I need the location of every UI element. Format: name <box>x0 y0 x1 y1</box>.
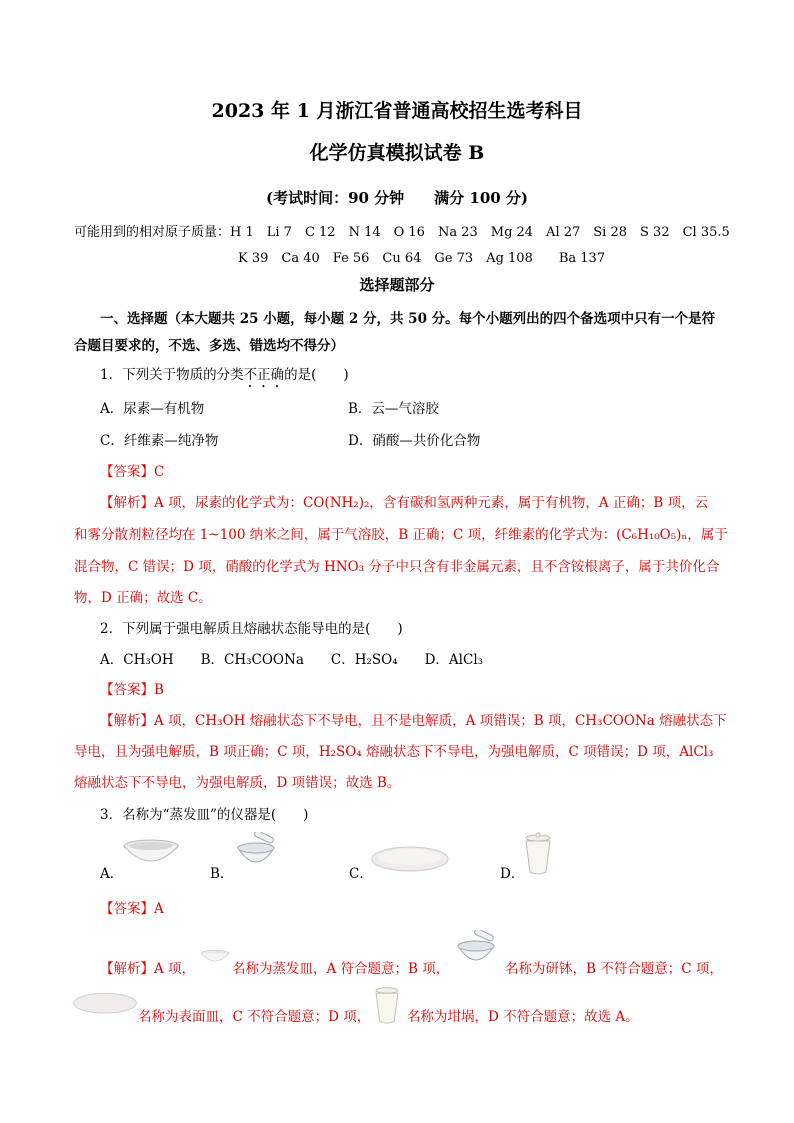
q3-stem: 3．名称为“蒸发皿”的仪器是( ) <box>100 807 309 823</box>
q2-answer: 【答案】B <box>100 682 164 698</box>
atomic-mass-line-1 <box>74 221 730 240</box>
q1-stem-emphasis: 不正确 <box>243 367 285 383</box>
q2-explanation-2: 导电，且为强电解质，B 项正确；C 项，H₂SO₄ 熔融状态下不导电，为强电解质，C 项错误；D 项，AlCl₃ <box>74 744 714 760</box>
q3-answer: 【答案】A <box>100 901 164 917</box>
q3-option-a-label: A． <box>100 866 124 882</box>
mortar-pestle-icon <box>232 832 280 872</box>
title-line-1: 2023 年 1 月浙江省普通高校招生选考科目 <box>211 100 583 122</box>
q1-explanation-3: 混合物，C 错误；D 项，硝酸的化学式为 HNO₃ 分子中只含有非金属元素，且不含铵根离子，属于共价化合 <box>74 559 720 575</box>
q3-explanation-2a: 名称为表面皿，C 不符合题意；D 项， <box>138 1009 371 1025</box>
q1-answer: 【答案】C <box>100 464 165 480</box>
instructions-line-1: 一、选择题（本大题共 25 小题，每小题 2 分，共 50 分。每个小题列出的四个备选项中只有一个是符 <box>100 311 716 327</box>
q1-stem-part-b: 的是( ) <box>284 367 349 383</box>
section-title: 选择题部分 <box>359 276 435 294</box>
q1-explanation-1: 【解析】A 项，尿素的化学式为：CO(NH₂)₂，含有碳和氢两种元素，属于有机物，A 正确；B 项，云 <box>100 495 709 511</box>
q3-explanation-2b: 名称为坩埚，D 不符合题意；故选 A。 <box>407 1009 639 1025</box>
exam-info: (考试时间：90 分钟 满分 100 分) <box>265 189 529 207</box>
mortar-pestle-small-icon <box>452 930 500 970</box>
atomic-mass-values-1: H 1 Li 7 C 12 N 14 O 16 Na 23 Mg 24 Al 27 Si 28 S 32 Cl 35.5 <box>230 225 730 240</box>
watch-glass-icon <box>370 845 450 875</box>
title-line-2: 化学仿真模拟试卷 B <box>309 142 485 164</box>
instructions-line-2: 合题目要求的，不选、多选、错选均不得分） <box>74 338 344 354</box>
evaporating-dish-icon <box>122 838 180 868</box>
q2-explanation-3: 熔融状态下不导电，为强电解质，D 项错误；故选 B。 <box>74 775 401 791</box>
q3-explanation-1b: 名称为蒸发皿，A 符合题意；B 项， <box>232 961 450 977</box>
watch-glass-small-icon <box>72 990 138 1018</box>
q2-options: A．CH₃OH B．CH₃COONa C．H₂SO₄ D．AlCl₃ <box>100 652 484 668</box>
q1-option-a: A．尿素—有机物 <box>100 401 205 417</box>
evaporating-dish-small-icon <box>200 948 230 966</box>
q1-stem-part-a: 1．下列关于物质的分类 <box>100 367 244 383</box>
q3-explanation-1c: 名称为研钵，B 不符合题意；C 项， <box>505 961 723 977</box>
q3-option-c-label: C． <box>349 866 373 882</box>
q1-option-c: C．纤维素—纯净物 <box>100 433 219 449</box>
q1-explanation-4: 物，D 正确；故选 C。 <box>74 590 212 606</box>
q2-stem: 2．下列属于强电解质且熔融状态能导电的是( ) <box>100 621 403 637</box>
atomic-mass-line-2: K 39 Ca 40 Fe 56 Cu 64 Ge 73 Ag 108 Ba 137 <box>238 251 606 266</box>
q1-explanation-2: 和雾分散剂粒径均在 1~100 纳米之间，属于气溶胶，B 正确；C 项，纤维素的化学式为：(C₆H₁₀O₅)ₙ，属于 <box>74 527 728 543</box>
q2-explanation-1: 【解析】A 项，CH₃OH 熔融状态下不导电，且不是电解质，A 项错误；B 项，CH₃COONa 熔融状态下 <box>100 713 727 729</box>
crucible-icon <box>522 832 554 876</box>
atomic-mass-prefix: 可能用到的相对原子质量： <box>74 225 231 240</box>
q1-stem <box>100 363 349 391</box>
q3-option-b-label: B． <box>210 866 234 882</box>
q3-explanation-1a: 【解析】A 项， <box>100 961 196 977</box>
q1-option-b: B．云—气溶胶 <box>348 401 439 417</box>
q3-option-d-label: D． <box>500 866 525 882</box>
crucible-small-icon <box>372 985 402 1025</box>
q1-option-d: D．硝酸—共价化合物 <box>348 433 481 449</box>
